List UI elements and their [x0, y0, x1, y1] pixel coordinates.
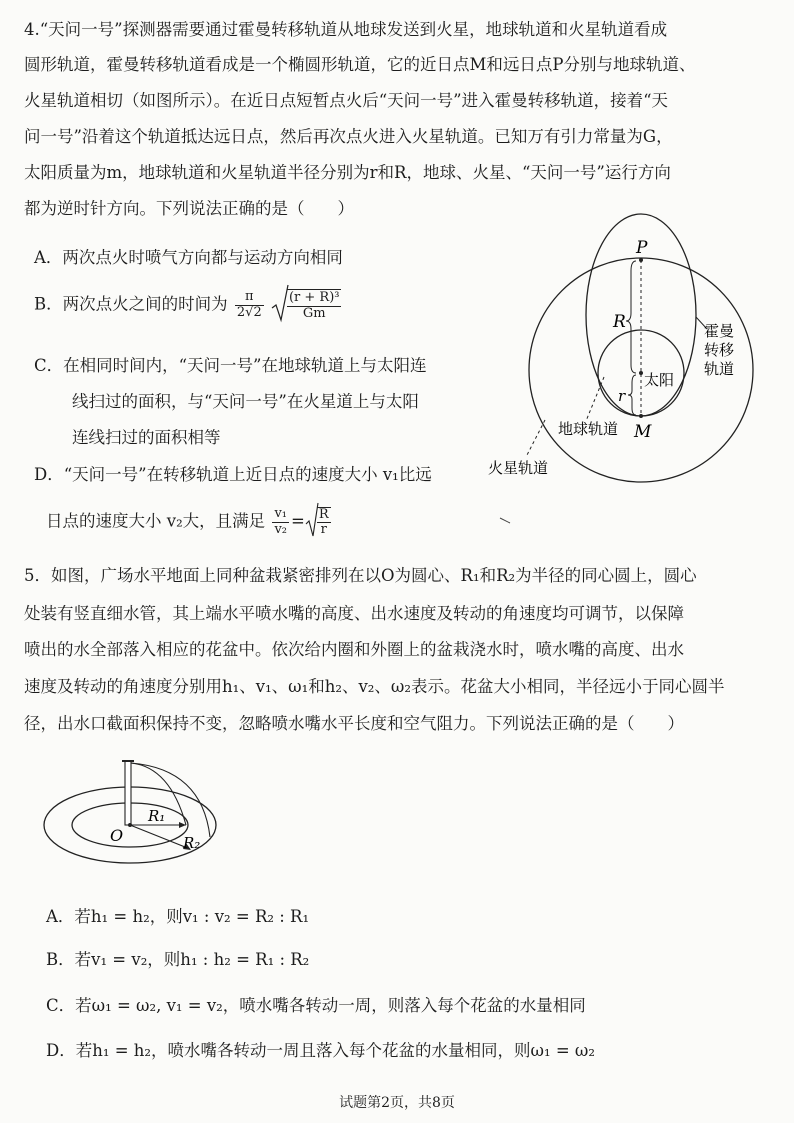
q5-line-5: 径，出水口截面积保持不变，忽略喷水嘴水平长度和空气阻力。下列说法正确的是（ ）: [24, 714, 684, 733]
q5-line-4: 速度及转动的角速度分别用h₁、v₁、ω₁和h₂、v₂、ω₂表示。花盆大小相同，半径远小于同心圆半: [24, 677, 725, 696]
q5-line-2: 处装有竖直细水管，其上端水平喷水嘴的高度、出水速度及转动的角速度均可调节，以保障: [24, 604, 684, 623]
q4-option-d-rad: [317, 507, 331, 538]
point-p: [639, 258, 643, 262]
q5-line-1: 5．如图，广场水平地面上同种盆栽紧密排列在以O为圆心、R₁和R₂为半径的同心圆上，圆心: [24, 566, 697, 585]
water-arc-outer: [131, 763, 210, 837]
q4-option-b-prefix: B．两次点火之间的时间为: [34, 294, 228, 314]
q4-line-3: 火星轨道相切（如图所示）。在近日点短暂点火后“天问一号”进入霍曼转移轨道，接着“天: [24, 91, 669, 110]
label-o: O: [110, 826, 124, 845]
label-R: R: [613, 312, 626, 332]
q4-option-d-line-2: [46, 502, 333, 542]
label-earth-orbit: 地球轨道: [558, 420, 619, 438]
r-brace-small: [628, 375, 636, 415]
q4-option-d-ratio: [272, 507, 289, 537]
q4-option-d-eq: =: [291, 511, 305, 531]
q4-option-d-line-1: D．“天问一号”在转移轨道上近日点的速度大小 v₁比远: [34, 465, 432, 484]
q4-option-b-rad-den: Gm: [302, 305, 326, 321]
label-mars-orbit: 火星轨道: [488, 459, 549, 477]
water-pipe: [125, 761, 131, 825]
label-sun: 太阳: [644, 371, 675, 389]
q4-line-4: 问一号”沿着这个轨道抵达远日点，然后再次点火进入火星轨道。已知万有引力常量为G，: [24, 127, 673, 146]
q4-option-b-fraction: [235, 290, 264, 320]
q4-option-d-R: R: [318, 506, 329, 522]
q5-option-b: B．若v₁ = v₂，则h₁ : h₂ = R₁ : R₂: [46, 950, 310, 969]
label-m: M: [634, 422, 652, 442]
q4-line-2: 圆形轨道，霍曼转移轨道看成是一个椭圆形轨道，它的近日点M和远日点P分别与地球轨道、: [24, 55, 696, 74]
label-hohmann-3: 轨道: [704, 360, 735, 378]
fountain-diagram: [40, 755, 270, 870]
page-footer: 试题第2页，共8页: [339, 1095, 455, 1111]
center-o: [128, 823, 132, 827]
label-hohmann-2: 转移: [704, 341, 735, 359]
q4-line-5: 太阳质量为m，地球轨道和火星轨道半径分别为r和R，地球、火星、“天问一号”运行方向: [24, 163, 671, 182]
q4-option-b-rad-num: (r + R)³: [288, 290, 340, 306]
label-p: P: [636, 238, 648, 258]
label-r1: R₁: [148, 807, 166, 825]
point-m: [639, 414, 643, 418]
sun-dot: [639, 371, 643, 375]
q4-option-d-v1: v₁: [274, 506, 287, 522]
radius-r2: [130, 825, 190, 849]
q5-option-d: D．若h₁ = h₂，喷水嘴各转动一周且落入每个花盆的水量相同，则ω₁ = ω₂: [46, 1041, 595, 1060]
orbit-diagram: [488, 225, 794, 545]
q5-line-3: 喷出的水全部落入相应的花盆中。依次给内圈和外圈上的盆栽浇水时，喷水嘴的高度、出水: [24, 640, 684, 659]
r-brace-big: [626, 261, 636, 373]
q4-option-c-line-1: C．在相同时间内，“天问一号”在地球轨道上与太阳连: [34, 356, 427, 375]
q5-option-c: C．若ω₁ = ω₂, v₁ = v₂，喷水嘴各转动一周，则落入每个花盆的水量相同: [46, 996, 586, 1015]
q4-option-b-pi: π: [235, 290, 264, 305]
q4-line-1: 4.“天问一号”探测器需要通过霍曼转移轨道从地球发送到火星，地球轨道和火星轨道看成: [24, 20, 668, 39]
q4-option-b-den: 2√2: [236, 304, 262, 320]
q5-option-a: A．若h₁ = h₂，则v₁ : v₂ = R₂ : R₁: [46, 907, 310, 926]
label-r: r: [618, 387, 626, 405]
earth-leader: [586, 377, 604, 421]
q4-line-6: 都为逆时针方向。下列说法正确的是（ ）: [24, 199, 354, 218]
q4-option-c-line-2: 线扫过的面积，与“天问一号”在火星道上与太阳: [72, 392, 419, 411]
mars-leader: [526, 420, 545, 457]
label-hohmann-1: 霍曼: [704, 322, 735, 340]
q4-option-b: [34, 284, 343, 326]
stray-mark: [500, 518, 510, 523]
q4-option-b-rad-fraction: [287, 289, 342, 321]
q4-option-d-prefix: 日点的速度大小 v₂大，且满足: [46, 511, 266, 531]
q4-option-d-r: r: [320, 522, 327, 537]
q4-option-a: A．两次点火时喷气方向都与运动方向相同: [34, 248, 343, 267]
label-r2: R₂: [183, 834, 201, 852]
q4-option-c-line-3: 连线扫过的面积相等: [72, 428, 221, 447]
q4-option-d-v2: v₂: [274, 521, 287, 537]
